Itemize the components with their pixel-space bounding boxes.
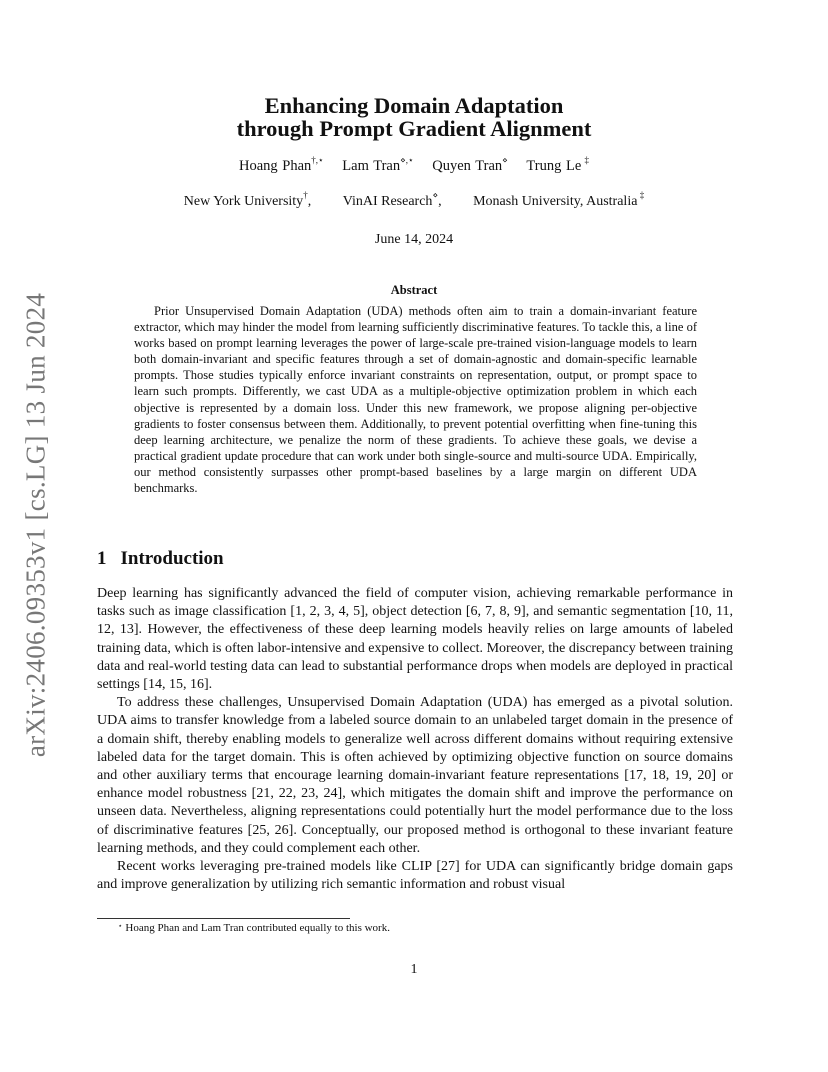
footnote-text: Hoang Phan and Lam Tran contributed equally to this work. bbox=[125, 922, 390, 934]
author-name: Quyen Tran bbox=[432, 158, 503, 174]
author bbox=[238, 155, 324, 174]
author-mark: ‡ bbox=[581, 155, 590, 166]
paragraph: To address these challenges, Unsupervised Domain Adaptation (UDA) has emerged as a pivotal solution. UDA aims to transfer knowledge from a labeled source domain to an unlabeled target domain in the presence of a domain shift, thereby enabling models to generalize well across different domains without requiring extensive labeled data for the target domain. This is often achieved by optimizing objective function on source domains and other auxiliary terms that encourage learning domain-invariant feature representations [17, 18, 19, 20] or enhance model robustness [21, 22, 23, 24], which mitigates the domain shift and improve the performance on unseen data. Nevertheless, aligning representations could potentially hurt the model performance due to the loss of discriminative features [25, 26]. Conceptually, our proposed method is orthogonal to these invariant feature learning methods, and they could complement each other. bbox=[97, 695, 733, 856]
author-name: Trung Le bbox=[526, 158, 582, 174]
introduction-body bbox=[97, 585, 733, 894]
author bbox=[526, 155, 590, 174]
paper-title bbox=[0, 94, 828, 140]
author-mark: †,⋆ bbox=[311, 155, 324, 166]
affiliation-list bbox=[0, 190, 828, 210]
title-line-2: through Prompt Gradient Alignment bbox=[236, 116, 592, 141]
paragraph: Deep learning has significantly advanced the field of computer vision, achieving remarkable performance in tasks such as image classification [1, 2, 3, 4, 5], object detection [6, 7, 8, 9], and semantic segmentation [10, 11, 12, 13]. However, the effectiveness of these deep learning models heavily relies on large amounts of labeled training data, which is often labor-intensive and expensive to collect. Moreover, the discrepancy between training data and real-world testing data can lead to substantial performance drops when models are deployed in practical settings [14, 15, 16]. bbox=[97, 586, 733, 693]
author bbox=[342, 155, 414, 174]
footnote-divider bbox=[97, 918, 350, 919]
affiliation-name: New York University bbox=[183, 194, 304, 209]
affiliation bbox=[473, 190, 645, 209]
author-name: Hoang Phan bbox=[238, 158, 312, 174]
abstract-text: Prior Unsupervised Domain Adaptation (UDA) methods often aim to train a domain-invariant feature extractor, which may hinder the model from learning sufficiently discriminative features. To tackle this, a line of works based on prompt learning leverages the power of large-scale pre-trained vision-language models to learn both domain-invariant and specific features through a set of domain-agnostic and domain-specific learnable prompts. Those studies typically enforce invariant constraints on representation, output, or prompt space to learn such prompts. Differently, we cast UDA as a multiple-objective optimization problem in which each objective is represented by a domain loss. Under this new framework, we propose aligning per-objective gradients to foster consensus between them. Additionally, to prevent potential overfitting when fine-tuning this deep learning architecture, we penalize the norm of these gradients. To achieve these goals, we devise a practical gradient update procedure that can work under both single-source and multi-source UDA. Empirically, our method consistently surpasses other prompt-based baselines by a large margin on different UDA benchmarks. bbox=[134, 304, 697, 496]
author-name: Lam Tran bbox=[342, 158, 401, 174]
section-heading bbox=[97, 548, 224, 570]
affiliation bbox=[183, 190, 312, 209]
title-line-1: Enhancing Domain Adaptation bbox=[264, 93, 564, 118]
affiliation-separator: , bbox=[438, 194, 442, 209]
affiliation-separator: , bbox=[307, 194, 312, 209]
footnote-mark: ⋆ bbox=[118, 922, 123, 930]
section-number: 1 bbox=[97, 548, 107, 569]
author bbox=[432, 155, 508, 174]
affiliation-mark: ⋄ bbox=[432, 190, 439, 201]
affiliation-mark: † bbox=[303, 190, 308, 201]
section-title: Introduction bbox=[120, 548, 224, 569]
author-mark: ⋄,⋆ bbox=[400, 155, 414, 166]
author-list bbox=[0, 155, 828, 175]
footnote bbox=[118, 922, 390, 934]
publication-date: June 14, 2024 bbox=[374, 232, 454, 247]
author-mark: ⋄ bbox=[502, 155, 508, 166]
page-number: 1 bbox=[410, 962, 418, 977]
arxiv-identifier-stamp: arXiv:2406.09353v1 [cs.LG] 13 Jun 2024 bbox=[20, 292, 51, 758]
paragraph: Recent works leveraging pre-trained models like CLIP [27] for UDA can significantly bridge domain gaps and improve generalization by utilizing rich semantic information and robust visual bbox=[97, 859, 733, 893]
abstract-heading: Abstract bbox=[390, 283, 438, 297]
affiliation-name: VinAI Research bbox=[342, 194, 433, 209]
affiliation bbox=[342, 190, 442, 209]
affiliation-name: Monash University, Australia bbox=[473, 194, 638, 209]
affiliation-mark: ‡ bbox=[637, 190, 645, 201]
